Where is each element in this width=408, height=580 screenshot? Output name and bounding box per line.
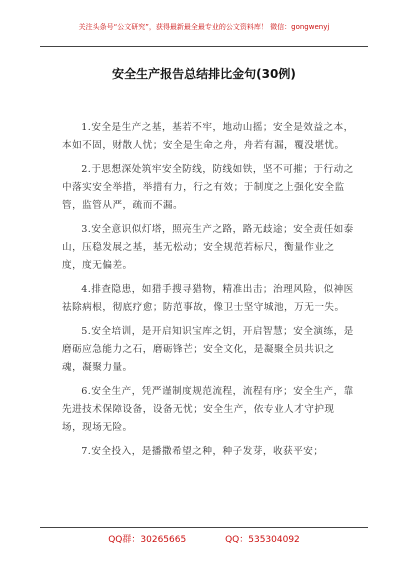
paragraph: 5.安全培训，是开启知识宝库之钥，开启智慧；安全演练，是磨砺应急能力之石，磨砺锋芒；安全文化，是凝聚全员共识之魂，凝聚力量。 <box>62 326 354 373</box>
paragraph: 1.安全是生产之基，基若不牢，地动山摇；安全是效益之本，本如不固，财散人忧；安全是生命之舟，舟若有漏，覆没堪忧。 <box>62 122 354 151</box>
paragraph: 7.安全投入，是播撒希望之种，种子发芽，收获平安； <box>81 446 324 457</box>
footer-qq: QQ：535304092 <box>225 535 300 545</box>
document-title: 安全生产报告总结排比金句(30例) <box>112 67 296 81</box>
paragraph: 2.于思想深处筑牢安全防线，防线如铁，坚不可摧；于行动之中落实安全举措，举措有力，行之有效；于制度之上强化安全监管，监管从严，疏而不漏。 <box>62 164 354 211</box>
footer-divider <box>40 527 368 528</box>
header-note: 关注头条号“公文研究”，获得最新最全最专业的公文资料库！ 微信：gongwenyj <box>78 23 330 31</box>
header-divider <box>40 46 368 47</box>
document-body <box>62 119 354 461</box>
paragraph: 3.安全意识似灯塔，照亮生产之路，路无歧途；安全责任如泰山，压稳发展之基，基无松动；安全规范若标尺，衡量作业之度，度无偏差。 <box>62 224 354 271</box>
paragraph: 6.安全生产，凭严谨制度规范流程，流程有序；安全生产，靠先进技术保障设备，设备无忧；安全生产，依专业人才守护现场，现场无险。 <box>62 386 354 433</box>
paragraph: 4.排查隐患，如猎手搜寻猎物，精准出击；治理风险，似神医祛除病根，彻底疗愈；防范事故，像卫士坚守城池，万无一失。 <box>62 284 354 313</box>
footer-contact <box>0 534 408 546</box>
footer-qq-group: QQ群：30265665 <box>108 535 187 545</box>
